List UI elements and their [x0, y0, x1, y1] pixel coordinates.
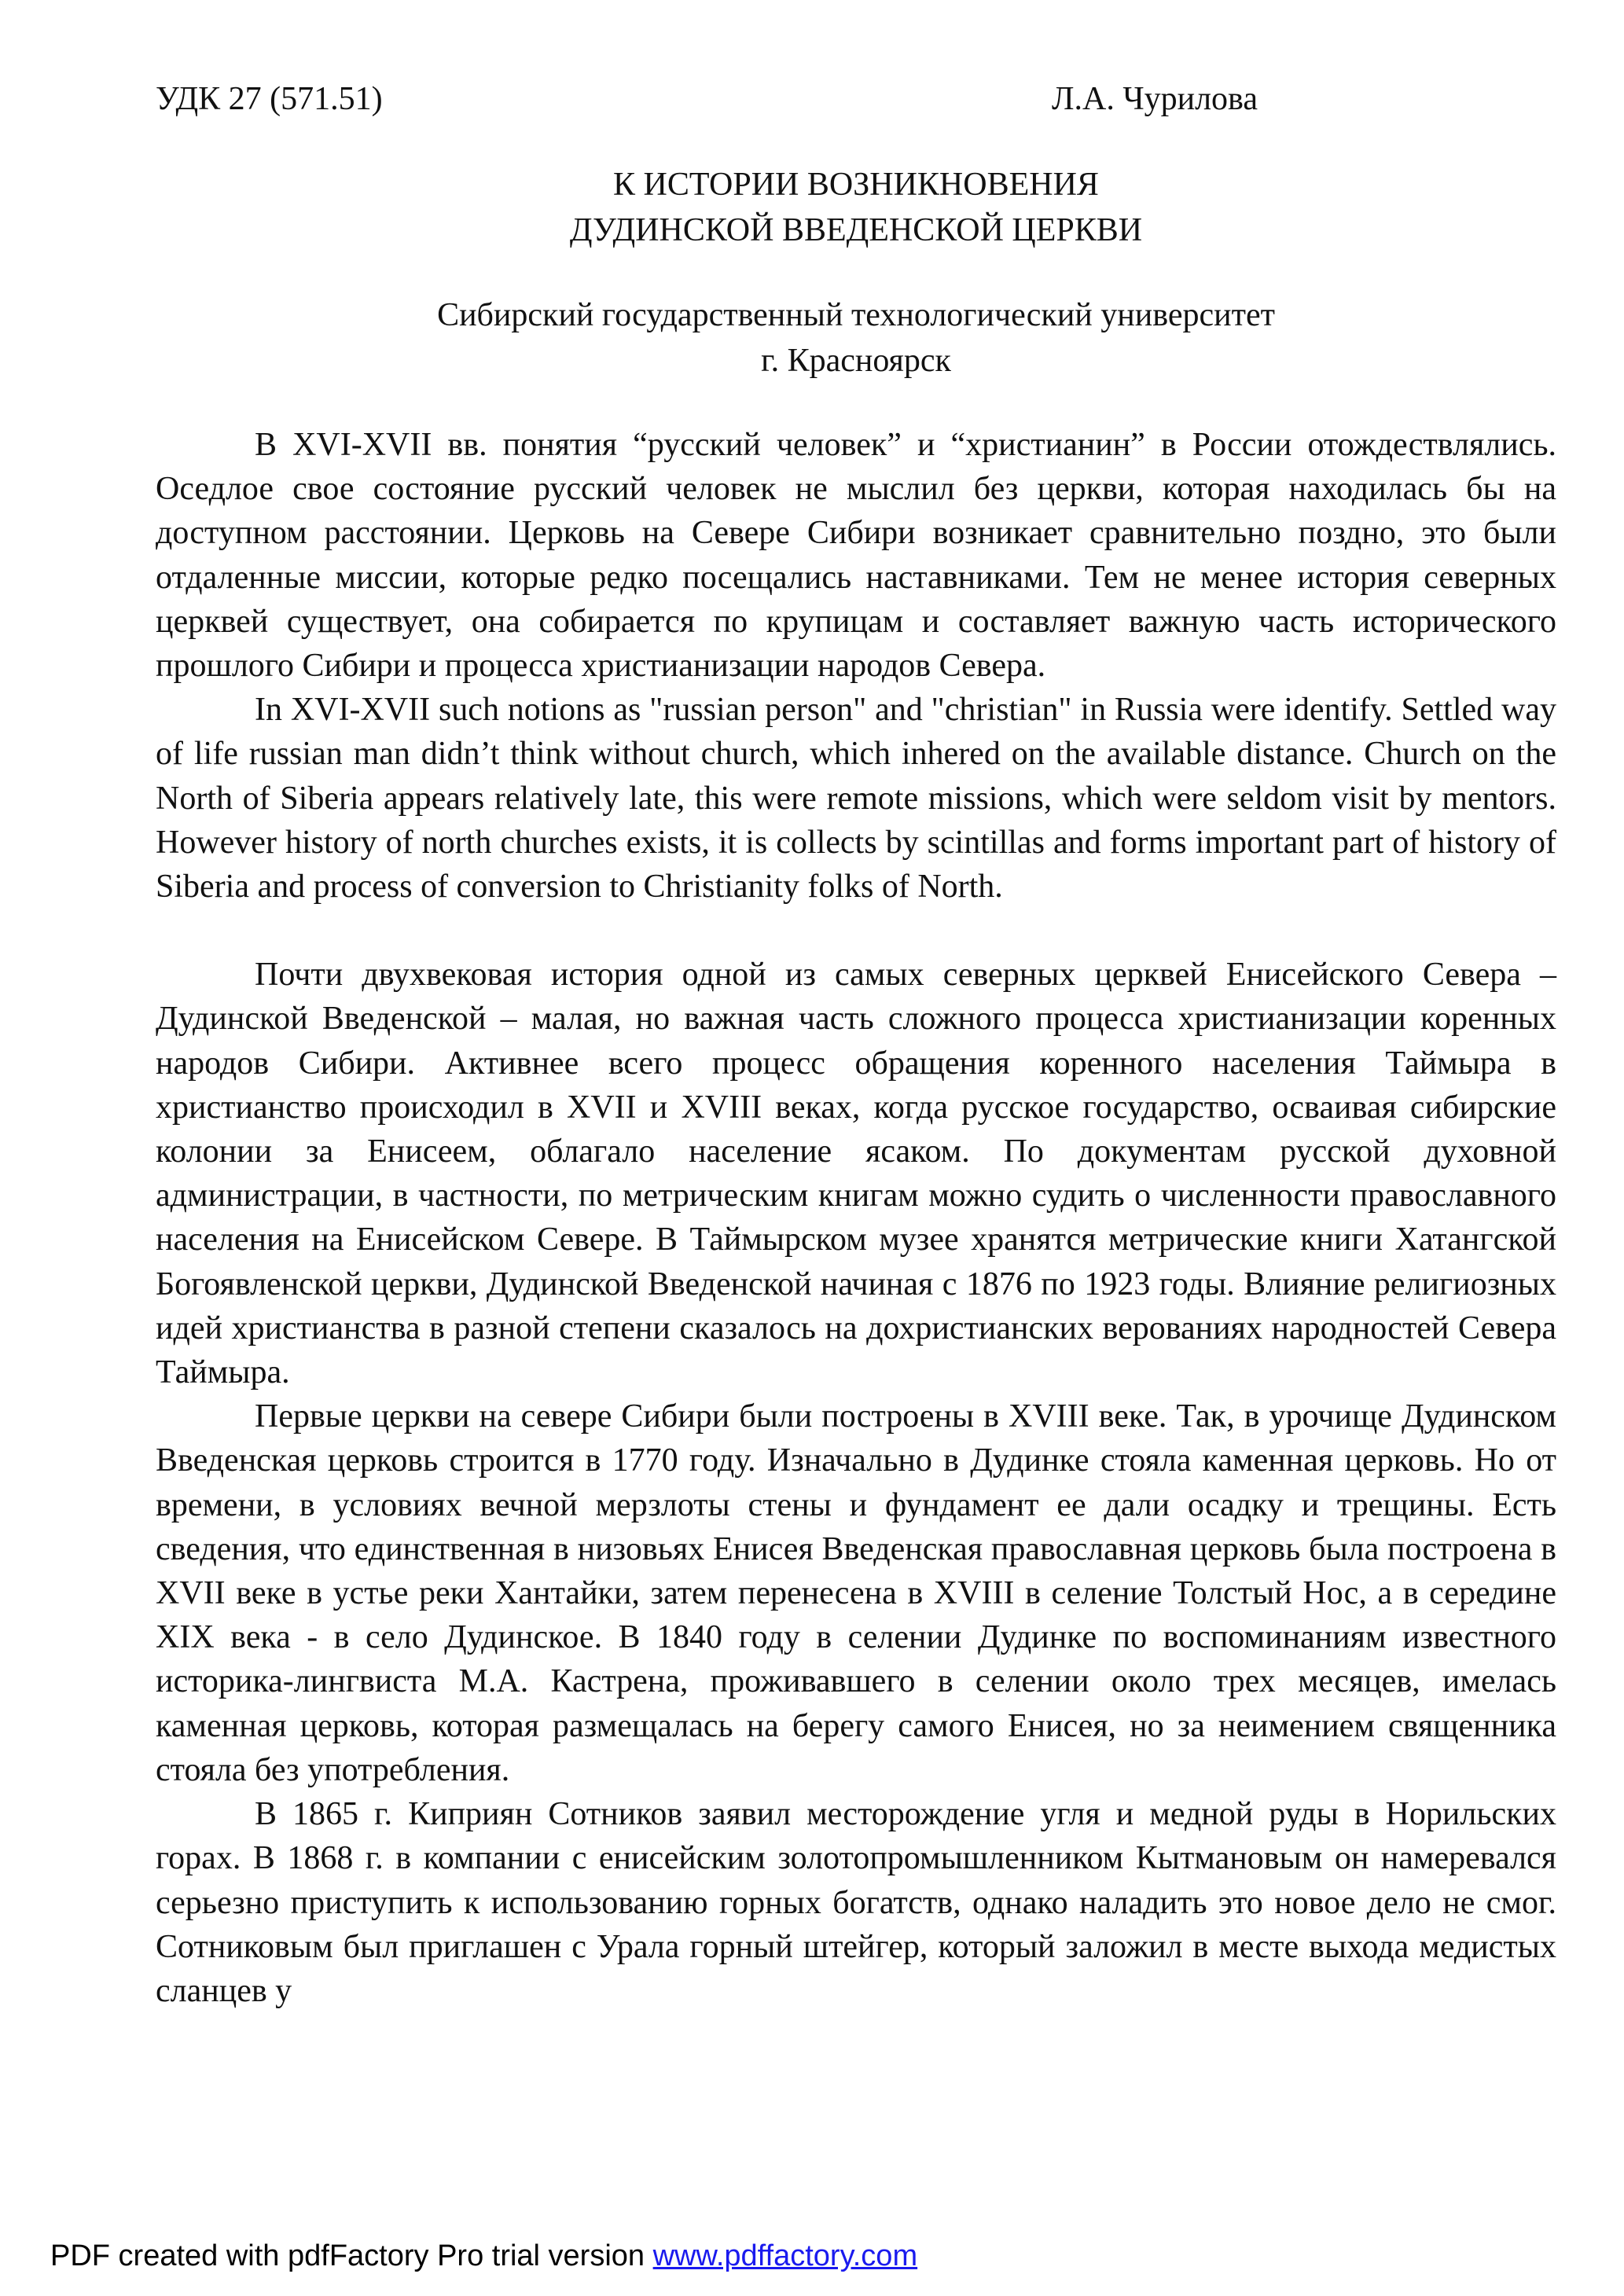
- document-page: [156, 75, 1556, 2013]
- affiliation: [156, 292, 1556, 384]
- footer-link[interactable]: www.pdffactory.com: [652, 2239, 918, 2272]
- title-line-2: ДУДИНСКОЙ ВВЕДЕНСКОЙ ЦЕРКВИ: [569, 212, 1143, 248]
- footer-text: PDF created with pdfFactory Pro trial version: [50, 2239, 653, 2272]
- affiliation-city: г. Красноярск: [761, 343, 951, 379]
- body-paragraph-3: В 1865 г. Киприян Сотников заявил месторождение угля и медной руды в Норильских горах. В 1868 г. в компании с енисейским золотопромышленником Кытмановым он намеревался серьезно приступить к использованию горных богатств, однако наладить это новое дело не смог. Сотниковым был приглашен с Урала горный штейгер, который заложил в месте выхода медистых сланцев у: [156, 1796, 1556, 2009]
- author-name: Л.А. Чурилова: [1052, 81, 1258, 117]
- article-body: [156, 423, 1556, 2013]
- body-paragraph-2: Первые церкви на севере Сибири были построены в XVIII веке. Так, в урочище Дудинском Введенская церковь строится в 1770 году. Изначально в Дудинке стояла каменная церковь. Но от времени, в условиях вечной мерзлоты стены и фундамент ее дали осадку и трещины. Есть сведения, что единственная в низовьях Енисея Введенская православная церковь была построена в XVII веке в устье реки Хантайки, затем перенесена в XVIII в селение Толстый Нос, а в середине XIX века - в село Дудинское. В 1840 году в селении Дудинке по воспоминаниям известного историка-лингвиста М.А. Кастрена, проживавшего в селении около трех месяцев, имелась каменная церковь, которая размещалась на берегу самого Енисея, но за неимением священника стояла без употребления.: [156, 1398, 1556, 1788]
- pdf-footer: [50, 2239, 917, 2273]
- article-title: [156, 162, 1556, 253]
- body-paragraph-1: Почти двухвековая история одной из самых северных церквей Енисейского Севера – Дудинской Введенской – малая, но важная часть сложного процесса христианизации коренных народов Сибири. Активнее всего процесс обращения коренного населения Таймыра в христианство происходил в XVII и XVIII веках, когда русское государство, осваивая сибирские колонии за Енисеем, облагало население ясаком. По документам русской духовной администрации, в частности, по метрическим книгам можно судить о численности православного населения на Енисейском Севере. В Таймырском музее хранятся метрические книги Хатангской Богоявленской церкви, Дудинской Введенской начиная с 1876 по 1923 годы. Влияние религиозных идей христианства в разной степени сказалось на дохристианских верованиях народностей Севера Таймыра.: [156, 957, 1556, 1391]
- udk-code: УДК 27 (571.51): [156, 81, 383, 117]
- header-line: [156, 75, 1556, 123]
- abstract-russian: В XVI-XVII вв. понятия “русский человек” и “христианин” в России отождествлялись. Оседлое свое состояние русский человек не мыслил без церкви, которая находилась бы на доступном расстоянии. Церковь на Севере Сибири возникает сравнительно поздно, это были отдаленные миссии, которые редко посещались наставниками. Тем не менее история северных церквей существует, она собирается по крупицам и составляет важную часть исторического прошлого Сибири и процесса христианизации народов Севера.: [156, 427, 1556, 685]
- title-line-1: К ИСТОРИИ ВОЗНИКНОВЕНИЯ: [613, 167, 1099, 203]
- affiliation-university: Сибирский государственный технологический университет: [437, 297, 1275, 333]
- abstract-english: In XVI-XVII such notions as "russian person" and "christian" in Russia were identify. Settled way of life russian man didn’t think without church, which inhered on the available distance. Church on the North of Siberia appears relatively late, this were remote missions, which were seldom visit by mentors. However history of north churches exists, it is collects by scintillas and forms important part of history of Siberia and process of conversion to Christianity folks of North.: [156, 692, 1556, 906]
